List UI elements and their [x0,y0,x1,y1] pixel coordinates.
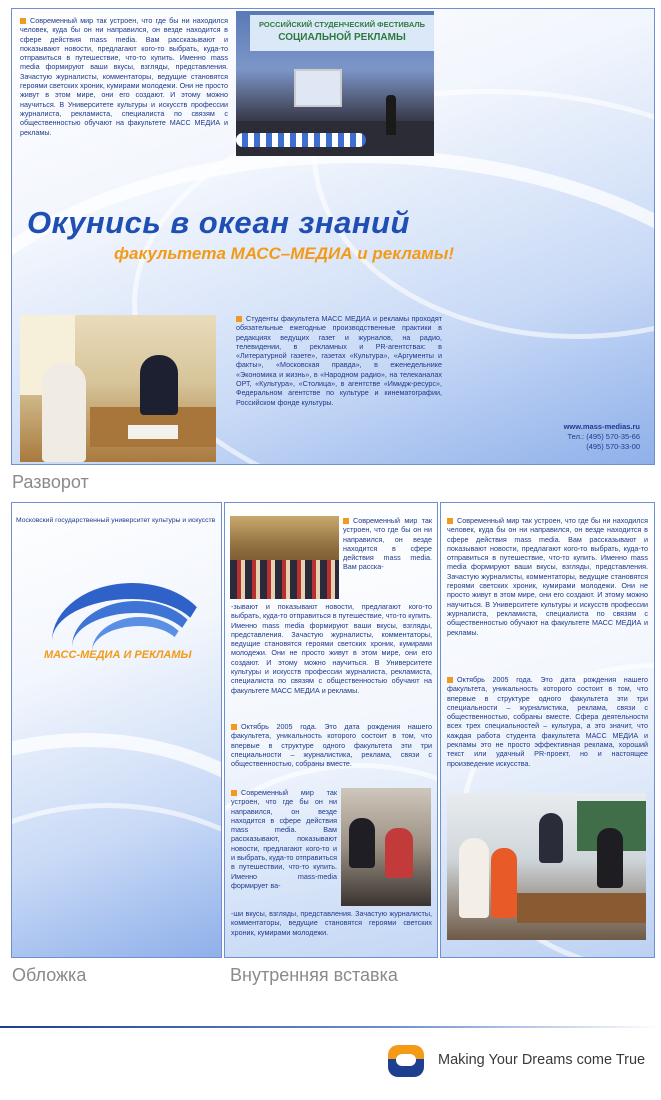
festival-banner: РОССИЙСКИЙ СТУДЕНЧЕСКИЙ ФЕСТИВАЛЬ СОЦИАЛЬНОЙ РЕКЛАМЫ [250,15,434,51]
bullet-icon [447,677,453,683]
cover-panel [11,502,222,958]
person [42,363,86,462]
projection-screen [294,69,342,107]
bullet-icon [20,18,26,24]
person [140,355,178,415]
table [517,893,646,923]
phone-2: (495) 570-33-00 [586,442,640,451]
conference-photo [230,516,339,599]
back-p1: Современный мир так устроен, что где бы ни находился человек, куда бы он ни направился, он везде находится в сфере действия mass media. Вам рассказывают и показывают новости, предлагают кого-то выбрать, куда-то отправиться в путешествие, что-то купить. Именно mass media формируют ваши вкусы, взгляды, представления. Зачастую журналисты, комментаторы, ведущие становятся героями светских хроник, кумирами молодежи. Они не просто живут в этом мире, они его создают. И этому можно научиться. В Университете культуры и искусств профессии журналиста, рекламиста, специалиста по связям с общественностью обучают на факультете МАСС МЕДИА и рекламы. [447,516,648,637]
back-p2: Октябрь 2005 года. Это дата рождения нашего факультета, уникальность которого состоит в том, что впервые в структуре одного факультета эти три специальности – журналистика, реклама, связи с общественностью, собраны вместе. Сфера деятельности всех трех специальностей – культура, а это значит, что каждая работа студента факультета МАСС МЕДИА и рекламы это не просто эффективная реклама, хороший текст или удачный PR-проект, но и настоящее произведение искусства. [447,675,648,768]
papers [128,425,178,439]
person [597,828,623,888]
insert-p3-rest: -ши вкусы, взгляды, представления. Зачастую журналисты, комментаторы, ведущие становятся героями светских хроник, кумирами молодежи. [231,909,432,937]
spread-top-text: Современный мир так устроен, что где бы ни находился человек, куда бы он ни направился, он везде находится в сфере действия mass media. Вам рассказывают и показывают новости, предлагают кого-то выбрать, куда-то отправиться в путешествие, что-то купить. Именно mass media формируют ваши вкусы, взгляды, представления. Зачастую журналисты, комментаторы, ведущие становятся героями светских хроник, кумирами молодежи. Они не просто живут в этом мире, они его создают. И этому можно научиться. В Университете культуры и искусств профессии журналиста, рекламиста, специалиста по связям с общественностью обучают на факультете МАСС МЕДИА и рекламы. [20,16,228,137]
spread-panel [11,8,655,465]
classroom-photo [20,315,216,462]
festival-photo [236,11,434,156]
website: www.mass-medias.ru [563,422,640,431]
caption-cover: Обложка [12,965,87,985]
phone-1: Тел.: (495) 570-35-66 [567,432,640,441]
spread-bottom-text: Студенты факультета МАСС МЕДИА и рекламы проходят обязательные ежегодные производственные практики в редакциях ведущих газет и журналов, на радио, телевидении, в рекламных и PR-агентствах: в «Литературной газете», газетах «Культура», «Аргументы и факты», «Московская правда», в еженедельнике «Экономика и жизнь», в «Народном радио», на телеканалах ОРТ, «Культура», «Столица», в агентстве «Имидж-ресурс», Федеральном агентстве по культуре и кинематографии, Российском фонде культуры. [236,314,442,407]
bullet-icon [236,316,242,322]
insert-panel [224,502,438,958]
bullet-icon [231,790,237,796]
university-name: Московский государственный университет культуры и искусств [16,517,216,524]
brand-logo-icon [388,1045,424,1077]
bullet-icon [447,518,453,524]
bullet-icon [343,518,349,524]
spread-subheadline: факультета МАСС–МЕДИА и рекламы! [114,244,455,263]
person [539,813,563,863]
caption-insert: Внутренняя вставка [230,965,398,985]
tagline: Making Your Dreams come True [438,1052,646,1068]
students-photo [341,788,431,906]
person [385,828,413,878]
group-photo [447,793,646,940]
bullet-icon [231,724,237,730]
caption-spread: Разворот [12,472,89,492]
balloons [236,133,366,147]
presenter [386,95,396,135]
person [459,838,489,918]
insert-p3-start: Современный мир так устроен, что где бы он ни направился, он везде находится в сфере действия mass media. Вам рассказывают, показывают новости, предлагают кого-то и и выбрать, куда-то отправиться в путешествии, что-то купить. Именно mass-media формирует ва- [231,788,337,890]
contacts [512,422,640,452]
insert-p1-start: Современный мир так устроен, что где бы он ни направился, он везде находится в сфере действия mass media. Вам расска- [343,516,432,572]
insert-p2: Октябрь 2005 года. Это дата рождения нашего факультета, уникальность которого состоит в том, что впервые в структуре одного факультета эти три специальности – журналистика, реклама, связи с общественностью, собраны вместе. [231,722,432,769]
spread-headline: Окунись в океан знаний [27,205,410,240]
decor-swoosh [11,803,222,958]
back-panel [440,502,655,958]
insert-p1-rest: -зывают и показывают новости, предлагают кого-то выбрать, куда-то отправиться в путешествие, что-то купить. Именно mass media формируют ваши вкусы, взгляды, представления. Зачастую журналисты, комментаторы, ведущие становятся героями светских хроник, кумирами молодежи. Они не просто живут в этом мире, они его создают. И этому можно научиться. В Университете культуры и искусств профессии журналиста, рекламиста, специалиста по связям с общественностью обучают на факультете МАСС МЕДИА и рекламы. [231,602,433,695]
faculty-logo [22,571,212,679]
footer-divider [0,1026,661,1028]
person [349,818,375,868]
person [491,848,517,918]
audience [230,560,339,599]
logo-text: МАСС-МЕДИА И РЕКЛАМЫ [44,649,192,661]
